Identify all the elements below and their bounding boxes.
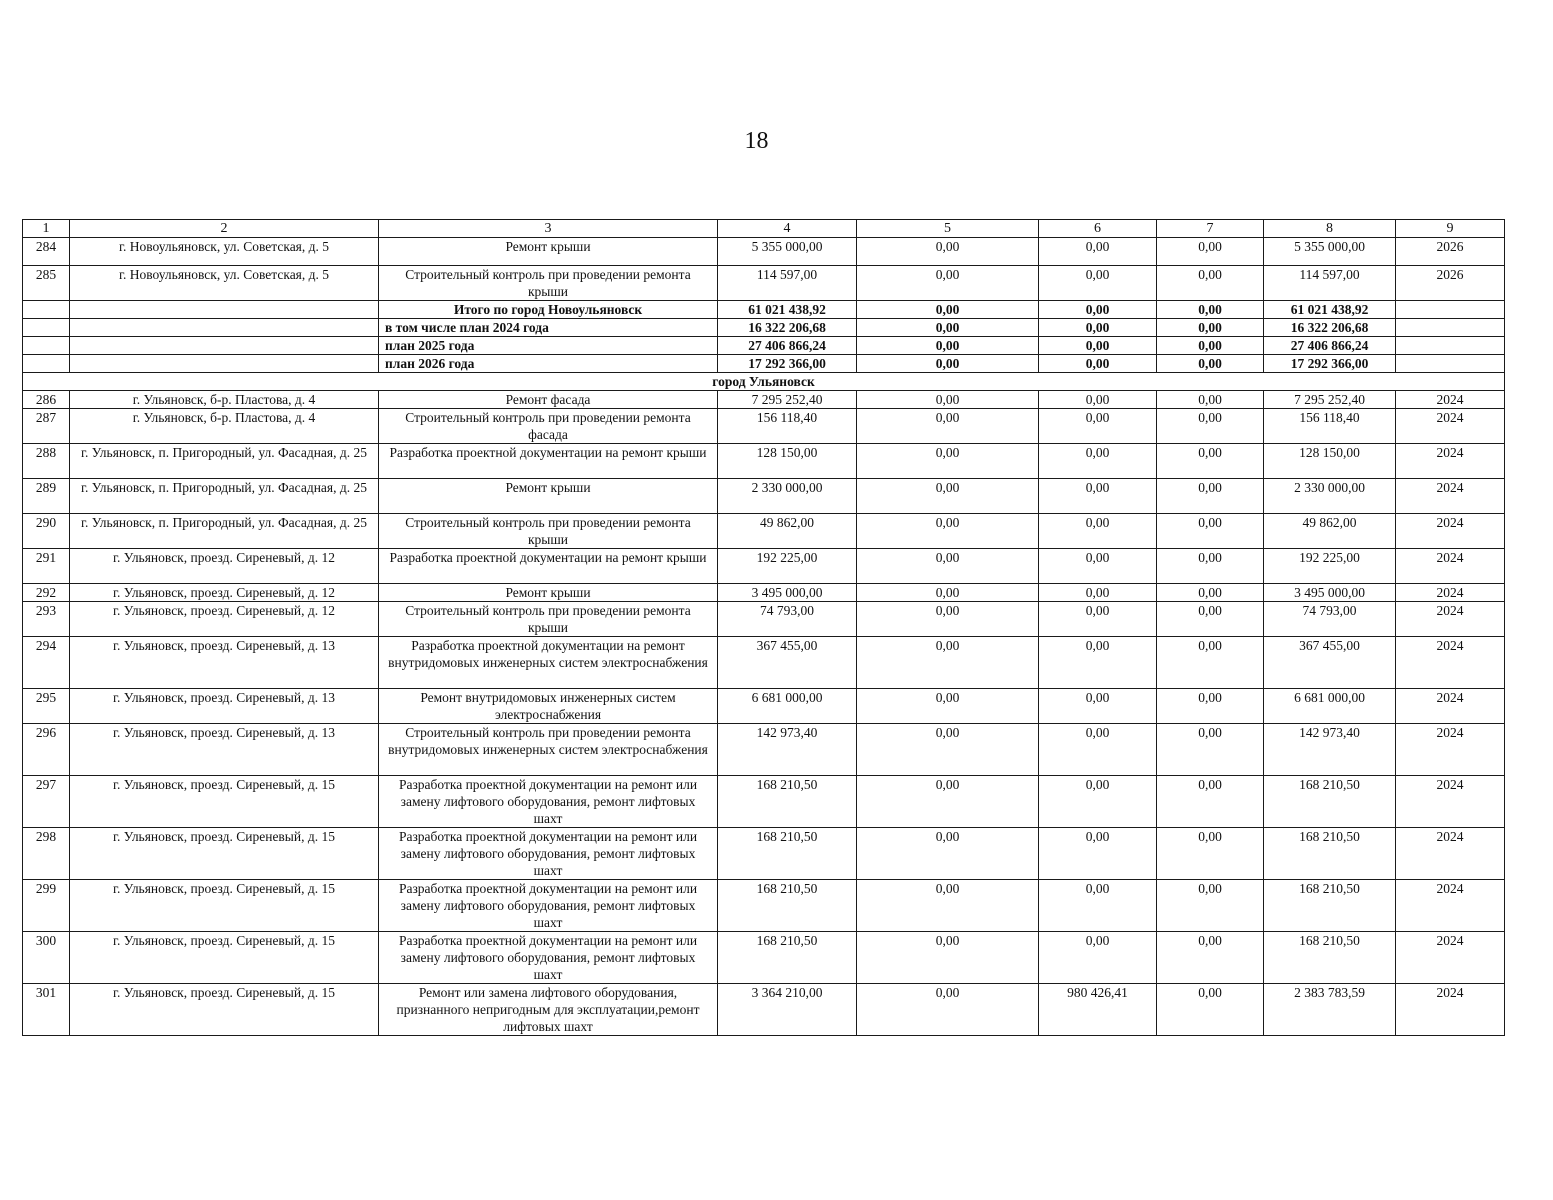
value-cell: 0,00 — [857, 984, 1039, 1036]
value-cell: 0,00 — [1157, 355, 1264, 373]
row-number: 286 — [23, 391, 70, 409]
value-cell: 17 292 366,00 — [1264, 355, 1396, 373]
value-cell: 0,00 — [1039, 637, 1157, 689]
total-cost-cell: 114 597,00 — [718, 266, 857, 301]
total-cost-cell: 5 355 000,00 — [718, 238, 857, 266]
value-cell: 156 118,40 — [1264, 409, 1396, 444]
work-type-cell: Разработка проектной документации на ремонт крыши — [379, 444, 718, 479]
value-cell: 0,00 — [857, 584, 1039, 602]
value-cell: 2 330 000,00 — [1264, 479, 1396, 514]
value-cell: 0,00 — [1039, 409, 1157, 444]
table-row — [23, 266, 1505, 301]
value-cell: 0,00 — [1039, 355, 1157, 373]
value-cell: 0,00 — [857, 301, 1039, 319]
row-number: 294 — [23, 637, 70, 689]
row-number: 291 — [23, 549, 70, 584]
column-header: 9 — [1396, 220, 1505, 238]
year-cell: 2024 — [1396, 514, 1505, 549]
total-cost-cell: 2 330 000,00 — [718, 479, 857, 514]
address-cell: г. Ульяновск, проезд. Сиреневый, д. 15 — [70, 880, 379, 932]
value-cell: 27 406 866,24 — [1264, 337, 1396, 355]
column-header: 3 — [379, 220, 718, 238]
summary-label: в том числе план 2024 года — [379, 319, 718, 337]
total-cost-cell: 74 793,00 — [718, 602, 857, 637]
value-cell: 0,00 — [1039, 266, 1157, 301]
year-cell: 2024 — [1396, 479, 1505, 514]
row-number: 298 — [23, 828, 70, 880]
table-row — [23, 984, 1505, 1036]
address-cell: г. Ульяновск, б-р. Пластова, д. 4 — [70, 391, 379, 409]
value-cell: 0,00 — [1039, 238, 1157, 266]
value-cell: 0,00 — [1039, 301, 1157, 319]
value-cell: 0,00 — [1157, 932, 1264, 984]
column-header: 4 — [718, 220, 857, 238]
work-type-cell: Строительный контроль при проведении ремонта крыши — [379, 602, 718, 637]
value-cell: 0,00 — [1157, 266, 1264, 301]
value-cell: 0,00 — [857, 409, 1039, 444]
value-cell: 168 210,50 — [1264, 932, 1396, 984]
value-cell: 0,00 — [857, 514, 1039, 549]
column-header: 8 — [1264, 220, 1396, 238]
total-cost-cell: 168 210,50 — [718, 776, 857, 828]
value-cell: 0,00 — [1039, 880, 1157, 932]
total-cost-cell: 49 862,00 — [718, 514, 857, 549]
work-type-cell: Разработка проектной документации на ремонт или замену лифтового оборудования, ремонт лифтовых шахт — [379, 880, 718, 932]
year-cell: 2024 — [1396, 689, 1505, 724]
repair-plan-table — [22, 219, 1505, 1036]
row-number: 284 — [23, 238, 70, 266]
value-cell: 168 210,50 — [1264, 828, 1396, 880]
table-row — [23, 828, 1505, 880]
year-cell: 2024 — [1396, 984, 1505, 1036]
summary-label: Итого по город Новоульяновск — [379, 301, 718, 319]
value-cell: 0,00 — [1039, 932, 1157, 984]
value-cell: 0,00 — [857, 602, 1039, 637]
row-number: 287 — [23, 409, 70, 444]
column-header: 5 — [857, 220, 1039, 238]
ulyanovsk-rows — [23, 391, 1505, 1036]
work-type-cell: Строительный контроль при проведении ремонта крыши — [379, 514, 718, 549]
work-type-cell: Строительный контроль при проведении ремонта крыши — [379, 266, 718, 301]
value-cell: 0,00 — [1157, 689, 1264, 724]
value-cell: 61 021 438,92 — [718, 301, 857, 319]
value-cell: 0,00 — [857, 932, 1039, 984]
address-cell: г. Ульяновск, проезд. Сиреневый, д. 15 — [70, 932, 379, 984]
address-cell: г. Ульяновск, проезд. Сиреневый, д. 15 — [70, 828, 379, 880]
year-cell: 2024 — [1396, 409, 1505, 444]
value-cell: 0,00 — [857, 828, 1039, 880]
value-cell: 0,00 — [1157, 409, 1264, 444]
address-cell: г. Ульяновск, п. Пригородный, ул. Фасадная, д. 25 — [70, 514, 379, 549]
value-cell: 17 292 366,00 — [718, 355, 857, 373]
column-header: 7 — [1157, 220, 1264, 238]
value-cell: 0,00 — [1039, 444, 1157, 479]
table-row — [23, 584, 1505, 602]
address-cell: г. Ульяновск, проезд. Сиреневый, д. 12 — [70, 549, 379, 584]
value-cell: 0,00 — [857, 337, 1039, 355]
column-header: 1 — [23, 220, 70, 238]
table-row — [23, 409, 1505, 444]
value-cell: 16 322 206,68 — [1264, 319, 1396, 337]
value-cell: 0,00 — [857, 444, 1039, 479]
summary-row — [23, 355, 1505, 373]
table-row — [23, 479, 1505, 514]
year-cell: 2024 — [1396, 584, 1505, 602]
value-cell: 0,00 — [1157, 301, 1264, 319]
address-cell: г. Ульяновск, п. Пригородный, ул. Фасадная, д. 25 — [70, 479, 379, 514]
value-cell: 0,00 — [857, 724, 1039, 776]
total-cost-cell: 168 210,50 — [718, 932, 857, 984]
value-cell: 0,00 — [857, 319, 1039, 337]
value-cell: 3 495 000,00 — [1264, 584, 1396, 602]
summary-row — [23, 301, 1505, 319]
total-cost-cell: 168 210,50 — [718, 828, 857, 880]
table-row — [23, 238, 1505, 266]
table-row — [23, 880, 1505, 932]
value-cell: 0,00 — [857, 880, 1039, 932]
table-row — [23, 932, 1505, 984]
total-cost-cell: 168 210,50 — [718, 880, 857, 932]
value-cell: 0,00 — [857, 238, 1039, 266]
row-number: 290 — [23, 514, 70, 549]
value-cell: 2 383 783,59 — [1264, 984, 1396, 1036]
year-cell: 2026 — [1396, 238, 1505, 266]
work-type-cell: Разработка проектной документации на ремонт или замену лифтового оборудования, ремонт лифтовых шахт — [379, 776, 718, 828]
address-cell: г. Ульяновск, проезд. Сиреневый, д. 13 — [70, 637, 379, 689]
work-type-cell: Ремонт крыши — [379, 238, 718, 266]
value-cell: 0,00 — [1157, 514, 1264, 549]
work-type-cell: Ремонт крыши — [379, 584, 718, 602]
value-cell: 0,00 — [1039, 584, 1157, 602]
address-cell: г. Ульяновск, проезд. Сиреневый, д. 13 — [70, 724, 379, 776]
value-cell: 0,00 — [1039, 549, 1157, 584]
row-number: 293 — [23, 602, 70, 637]
value-cell: 49 862,00 — [1264, 514, 1396, 549]
table-row — [23, 549, 1505, 584]
value-cell: 0,00 — [1039, 391, 1157, 409]
work-type-cell: Разработка проектной документации на ремонт или замену лифтового оборудования, ремонт лифтовых шахт — [379, 932, 718, 984]
value-cell: 27 406 866,24 — [718, 337, 857, 355]
value-cell: 0,00 — [1157, 637, 1264, 689]
address-cell: г. Ульяновск, б-р. Пластова, д. 4 — [70, 409, 379, 444]
value-cell: 0,00 — [1157, 828, 1264, 880]
row-number: 296 — [23, 724, 70, 776]
work-type-cell: Разработка проектной документации на ремонт крыши — [379, 549, 718, 584]
section-title: город Ульяновск — [23, 373, 1505, 391]
value-cell: 114 597,00 — [1264, 266, 1396, 301]
year-cell: 2024 — [1396, 444, 1505, 479]
value-cell: 0,00 — [1157, 337, 1264, 355]
value-cell: 5 355 000,00 — [1264, 238, 1396, 266]
total-cost-cell: 156 118,40 — [718, 409, 857, 444]
address-cell: г. Новоульяновск, ул. Советская, д. 5 — [70, 266, 379, 301]
value-cell: 6 681 000,00 — [1264, 689, 1396, 724]
year-cell: 2024 — [1396, 391, 1505, 409]
table-row — [23, 776, 1505, 828]
value-cell: 0,00 — [1039, 514, 1157, 549]
value-cell: 0,00 — [857, 689, 1039, 724]
work-type-cell: Строительный контроль при проведении ремонта внутридомовых инженерных систем электроснабжения — [379, 724, 718, 776]
year-cell: 2024 — [1396, 549, 1505, 584]
value-cell: 0,00 — [857, 549, 1039, 584]
value-cell: 0,00 — [1157, 724, 1264, 776]
value-cell: 168 210,50 — [1264, 880, 1396, 932]
table-row — [23, 689, 1505, 724]
work-type-cell: Разработка проектной документации на ремонт или замену лифтового оборудования, ремонт лифтовых шахт — [379, 828, 718, 880]
value-cell: 16 322 206,68 — [718, 319, 857, 337]
value-cell: 980 426,41 — [1039, 984, 1157, 1036]
table-row — [23, 724, 1505, 776]
address-cell: г. Ульяновск, проезд. Сиреневый, д. 15 — [70, 984, 379, 1036]
value-cell: 0,00 — [1157, 584, 1264, 602]
value-cell: 0,00 — [1157, 776, 1264, 828]
value-cell: 142 973,40 — [1264, 724, 1396, 776]
table-row — [23, 514, 1505, 549]
total-cost-cell: 192 225,00 — [718, 549, 857, 584]
total-cost-cell: 7 295 252,40 — [718, 391, 857, 409]
row-number: 289 — [23, 479, 70, 514]
total-cost-cell: 3 495 000,00 — [718, 584, 857, 602]
row-number: 300 — [23, 932, 70, 984]
value-cell: 0,00 — [857, 479, 1039, 514]
year-cell: 2024 — [1396, 637, 1505, 689]
value-cell: 192 225,00 — [1264, 549, 1396, 584]
address-cell: г. Ульяновск, п. Пригородный, ул. Фасадная, д. 25 — [70, 444, 379, 479]
value-cell: 0,00 — [1039, 479, 1157, 514]
summary-label: план 2025 года — [379, 337, 718, 355]
row-number: 295 — [23, 689, 70, 724]
value-cell: 0,00 — [1039, 828, 1157, 880]
work-type-cell: Строительный контроль при проведении ремонта фасада — [379, 409, 718, 444]
address-cell: г. Ульяновск, проезд. Сиреневый, д. 12 — [70, 584, 379, 602]
column-header: 2 — [70, 220, 379, 238]
work-type-cell: Ремонт или замена лифтового оборудования, признанного непригодным для эксплуатации,ремонт лифтовых шахт — [379, 984, 718, 1036]
address-cell: г. Ульяновск, проезд. Сиреневый, д. 12 — [70, 602, 379, 637]
row-number: 297 — [23, 776, 70, 828]
column-number-row — [23, 220, 1505, 238]
total-cost-cell: 6 681 000,00 — [718, 689, 857, 724]
address-cell: г. Новоульяновск, ул. Советская, д. 5 — [70, 238, 379, 266]
page-number: 18 — [744, 128, 769, 154]
total-cost-cell: 142 973,40 — [718, 724, 857, 776]
value-cell: 0,00 — [857, 355, 1039, 373]
address-cell: г. Ульяновск, проезд. Сиреневый, д. 13 — [70, 689, 379, 724]
value-cell: 61 021 438,92 — [1264, 301, 1396, 319]
value-cell: 0,00 — [1157, 984, 1264, 1036]
year-cell: 2024 — [1396, 880, 1505, 932]
value-cell: 0,00 — [1039, 776, 1157, 828]
value-cell: 0,00 — [1039, 689, 1157, 724]
table-row — [23, 444, 1505, 479]
value-cell: 168 210,50 — [1264, 776, 1396, 828]
total-cost-cell: 128 150,00 — [718, 444, 857, 479]
value-cell: 0,00 — [857, 776, 1039, 828]
value-cell: 0,00 — [1039, 337, 1157, 355]
table-row — [23, 637, 1505, 689]
row-number: 301 — [23, 984, 70, 1036]
value-cell: 0,00 — [1157, 238, 1264, 266]
summary-row — [23, 337, 1505, 355]
year-cell: 2024 — [1396, 724, 1505, 776]
value-cell: 0,00 — [1157, 444, 1264, 479]
work-type-cell: Разработка проектной документации на ремонт внутридомовых инженерных систем электроснабжения — [379, 637, 718, 689]
value-cell: 7 295 252,40 — [1264, 391, 1396, 409]
summary-label: план 2026 года — [379, 355, 718, 373]
value-cell: 0,00 — [1157, 549, 1264, 584]
table-row — [23, 391, 1505, 409]
year-cell: 2024 — [1396, 828, 1505, 880]
work-type-cell: Ремонт фасада — [379, 391, 718, 409]
value-cell: 0,00 — [1157, 880, 1264, 932]
value-cell: 0,00 — [857, 391, 1039, 409]
address-cell: г. Ульяновск, проезд. Сиреневый, д. 15 — [70, 776, 379, 828]
value-cell: 0,00 — [857, 637, 1039, 689]
work-type-cell: Ремонт внутридомовых инженерных систем электроснабжения — [379, 689, 718, 724]
value-cell: 128 150,00 — [1264, 444, 1396, 479]
value-cell: 0,00 — [1157, 319, 1264, 337]
section-header-row — [23, 373, 1505, 391]
value-cell: 74 793,00 — [1264, 602, 1396, 637]
year-cell: 2024 — [1396, 602, 1505, 637]
value-cell: 0,00 — [1157, 391, 1264, 409]
year-cell: 2024 — [1396, 776, 1505, 828]
year-cell: 2024 — [1396, 932, 1505, 984]
value-cell: 0,00 — [1039, 319, 1157, 337]
value-cell: 0,00 — [1157, 602, 1264, 637]
work-type-cell: Ремонт крыши — [379, 479, 718, 514]
row-number: 299 — [23, 880, 70, 932]
total-cost-cell: 367 455,00 — [718, 637, 857, 689]
value-cell: 0,00 — [1039, 602, 1157, 637]
value-cell: 0,00 — [1157, 479, 1264, 514]
value-cell: 0,00 — [1039, 724, 1157, 776]
year-cell: 2026 — [1396, 266, 1505, 301]
column-header: 6 — [1039, 220, 1157, 238]
value-cell: 367 455,00 — [1264, 637, 1396, 689]
table-row — [23, 602, 1505, 637]
summary-row — [23, 319, 1505, 337]
row-number: 288 — [23, 444, 70, 479]
row-number: 292 — [23, 584, 70, 602]
value-cell: 0,00 — [857, 266, 1039, 301]
row-number: 285 — [23, 266, 70, 301]
total-cost-cell: 3 364 210,00 — [718, 984, 857, 1036]
